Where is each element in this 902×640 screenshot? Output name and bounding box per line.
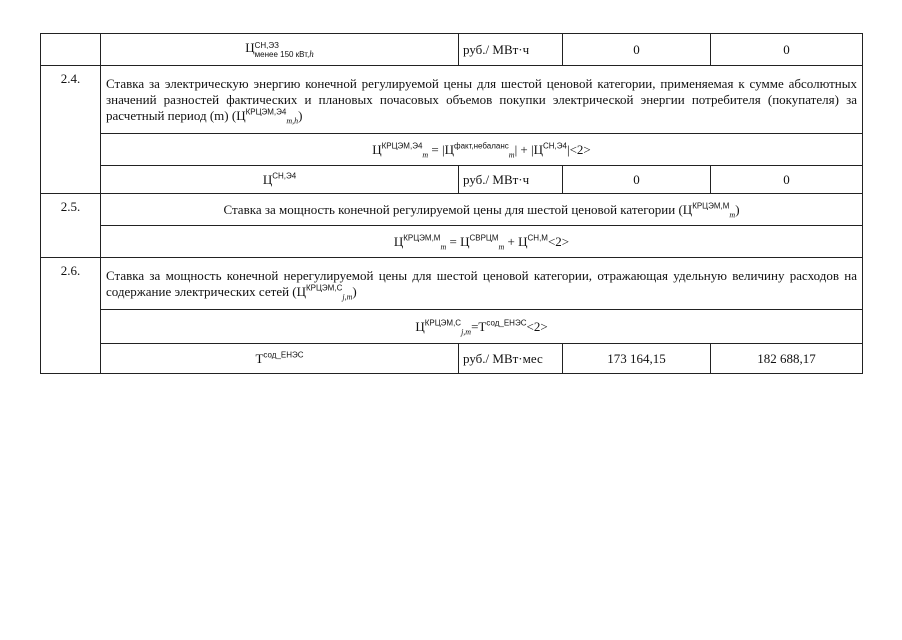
table-row	[41, 34, 863, 66]
symbol-cell: $Т^{сод\_ЕНЭС}$	[101, 344, 459, 374]
unit-cell: руб./ МВт·ч	[459, 34, 563, 66]
table-row	[41, 344, 863, 374]
number-cell	[41, 34, 101, 66]
value-cell-2: 182 688,17	[711, 344, 863, 374]
symbol-cell: $Ц^{СН,Э4}$	[101, 166, 459, 194]
value-cell-2: 0	[711, 34, 863, 66]
formula-cell: $Ц^{КРЦЭМ,С}_{j,m}=Т^{сод\_ЕНЭС}<2>$	[101, 310, 863, 344]
formula-cell: $Ц^{КРЦЭМ,Э4}_m = |Ц^{факт,небаланс}_m| + |Ц^{СН,Э4}|<2>$	[101, 134, 863, 166]
row-description: Ставка за мощность конечной регулируемой цены для шестой ценовой категории $(Ц^{КРЦЭМ,М}_m)$	[101, 194, 863, 226]
row-description: Ставка за электрическую энергию конечной регулируемой цены для шестой ценовой категории, применяемая к сумме абсолютных значений разностей фактических и плановых почасовых объемов покупки электрической энергии потребителя (покупателя) за расчетный период (m) $(Ц^{КРЦЭМ,Э4}_{m,h})$	[101, 66, 863, 134]
value-cell-1: 173 164,15	[563, 344, 711, 374]
row-number: 2.4.	[41, 66, 101, 194]
unit-cell: руб./ МВт·мес	[459, 344, 563, 374]
table-row	[41, 166, 863, 194]
row-number: 2.5.	[41, 194, 101, 258]
value-cell-1: 0	[563, 166, 711, 194]
table-row	[41, 66, 863, 134]
table-row	[41, 310, 863, 344]
table-row	[41, 258, 863, 310]
value-cell-2: 0	[711, 166, 863, 194]
table-row	[41, 226, 863, 258]
value-cell-1: 0	[563, 34, 711, 66]
formula-cell: $Ц^{КРЦЭМ,М}_m = Ц^{СВРЦМ}_m + Ц^{СН,М}<2>$	[101, 226, 863, 258]
tariff-table	[40, 33, 863, 374]
row-description: Ставка за мощность конечной нерегулируемой цены для шестой ценовой категории, отражающая удельную величину расходов на содержание электрических сетей $(Ц^{КРЦЭМ,С}_{j,m})$	[101, 258, 863, 310]
symbol-cell: Ц СН,ЭЗ менее 150 кВт,h	[101, 34, 459, 66]
unit-cell: руб./ МВт·ч	[459, 166, 563, 194]
row-number: 2.6.	[41, 258, 101, 374]
table-row	[41, 134, 863, 166]
table-row	[41, 194, 863, 226]
